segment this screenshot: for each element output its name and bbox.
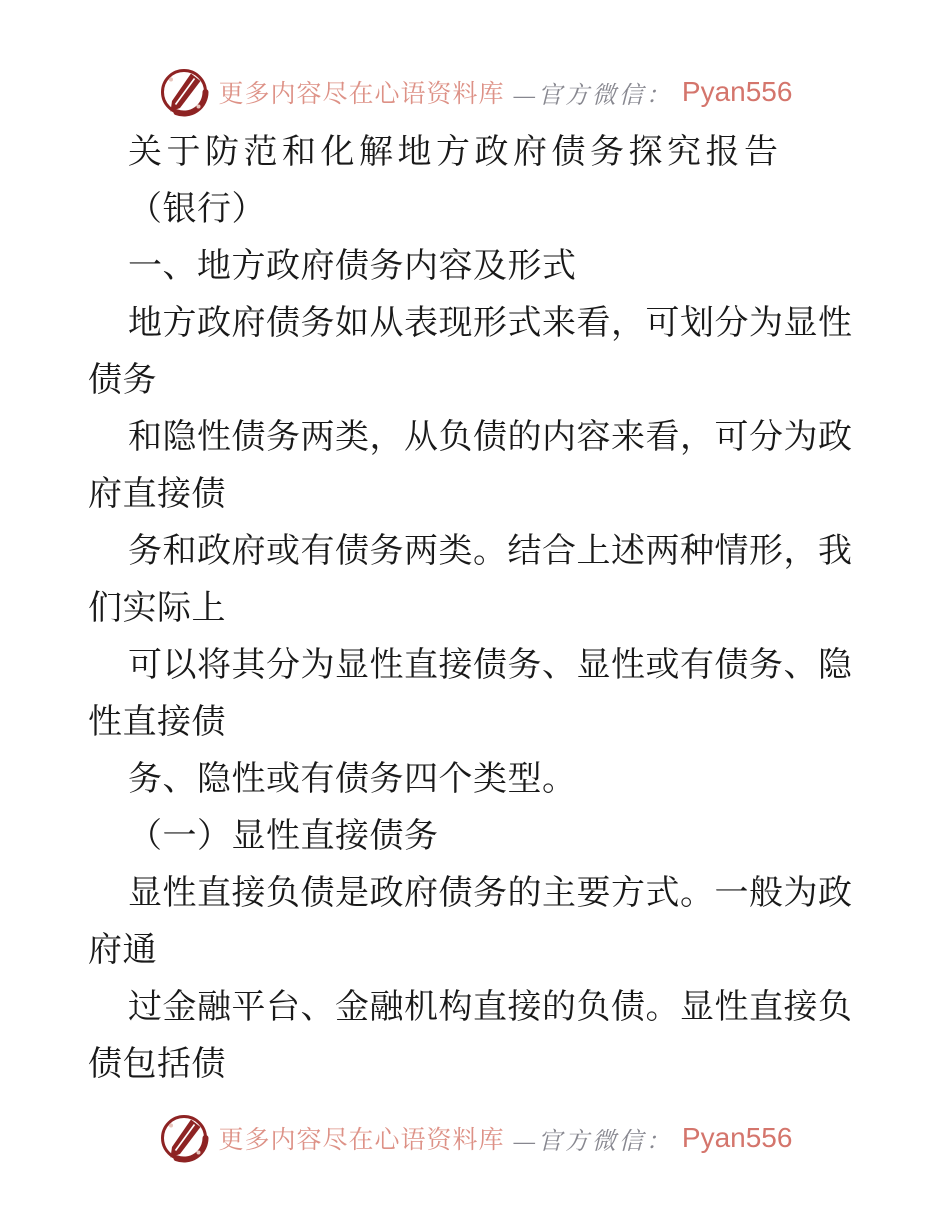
watermark-wechat-label: —官方微信： (513, 1128, 673, 1155)
watermark-site-text: 更多内容尽在心语资料库 (218, 1127, 505, 1154)
text-line: 们实际上 (88, 590, 226, 627)
text-line: 性直接债 (88, 704, 226, 741)
header-watermark (0, 64, 950, 120)
doc-subsection-heading: （一）显性直接债务 (128, 818, 439, 855)
pen-logo-icon (158, 1112, 210, 1164)
watermark-site-text: 更多内容尽在心语资料库 (218, 81, 505, 108)
text-line: 可以将其分为显性直接债务、显性或有债务、隐 (128, 647, 853, 684)
text-line: 府直接债 (88, 476, 226, 513)
text-line: 府通 (88, 932, 157, 969)
footer-watermark (0, 1110, 950, 1166)
text-line: 过金融平台、金融机构直接的负债。显性直接负 (128, 989, 853, 1026)
text-line: 债务 (88, 362, 157, 399)
doc-title-line: 关于防范和化解地方政府债务探究报告 (128, 134, 783, 171)
text-line: 务、隐性或有债务四个类型。 (128, 761, 577, 798)
doc-section-heading: 一、地方政府债务内容及形式 (128, 248, 577, 285)
text-line: 地方政府债务如从表现形式来看，可划分为显性 (128, 305, 853, 342)
text-line: 务和政府或有债务两类。结合上述两种情形，我 (128, 533, 853, 570)
watermark-wechat-id: Pyan556 (681, 1122, 793, 1153)
doc-subtitle-line: （银行） (128, 191, 266, 228)
text-line: 债包括债 (88, 1046, 226, 1083)
text-line: 和隐性债务两类，从负债的内容来看，可分为政 (128, 419, 853, 456)
text-line: 显性直接负债是政府债务的主要方式。一般为政 (128, 875, 853, 912)
watermark-wechat-label: —官方微信： (513, 82, 673, 109)
watermark-wechat-id: Pyan556 (681, 76, 793, 107)
document-body (88, 124, 863, 1093)
pen-logo-icon (158, 66, 210, 118)
